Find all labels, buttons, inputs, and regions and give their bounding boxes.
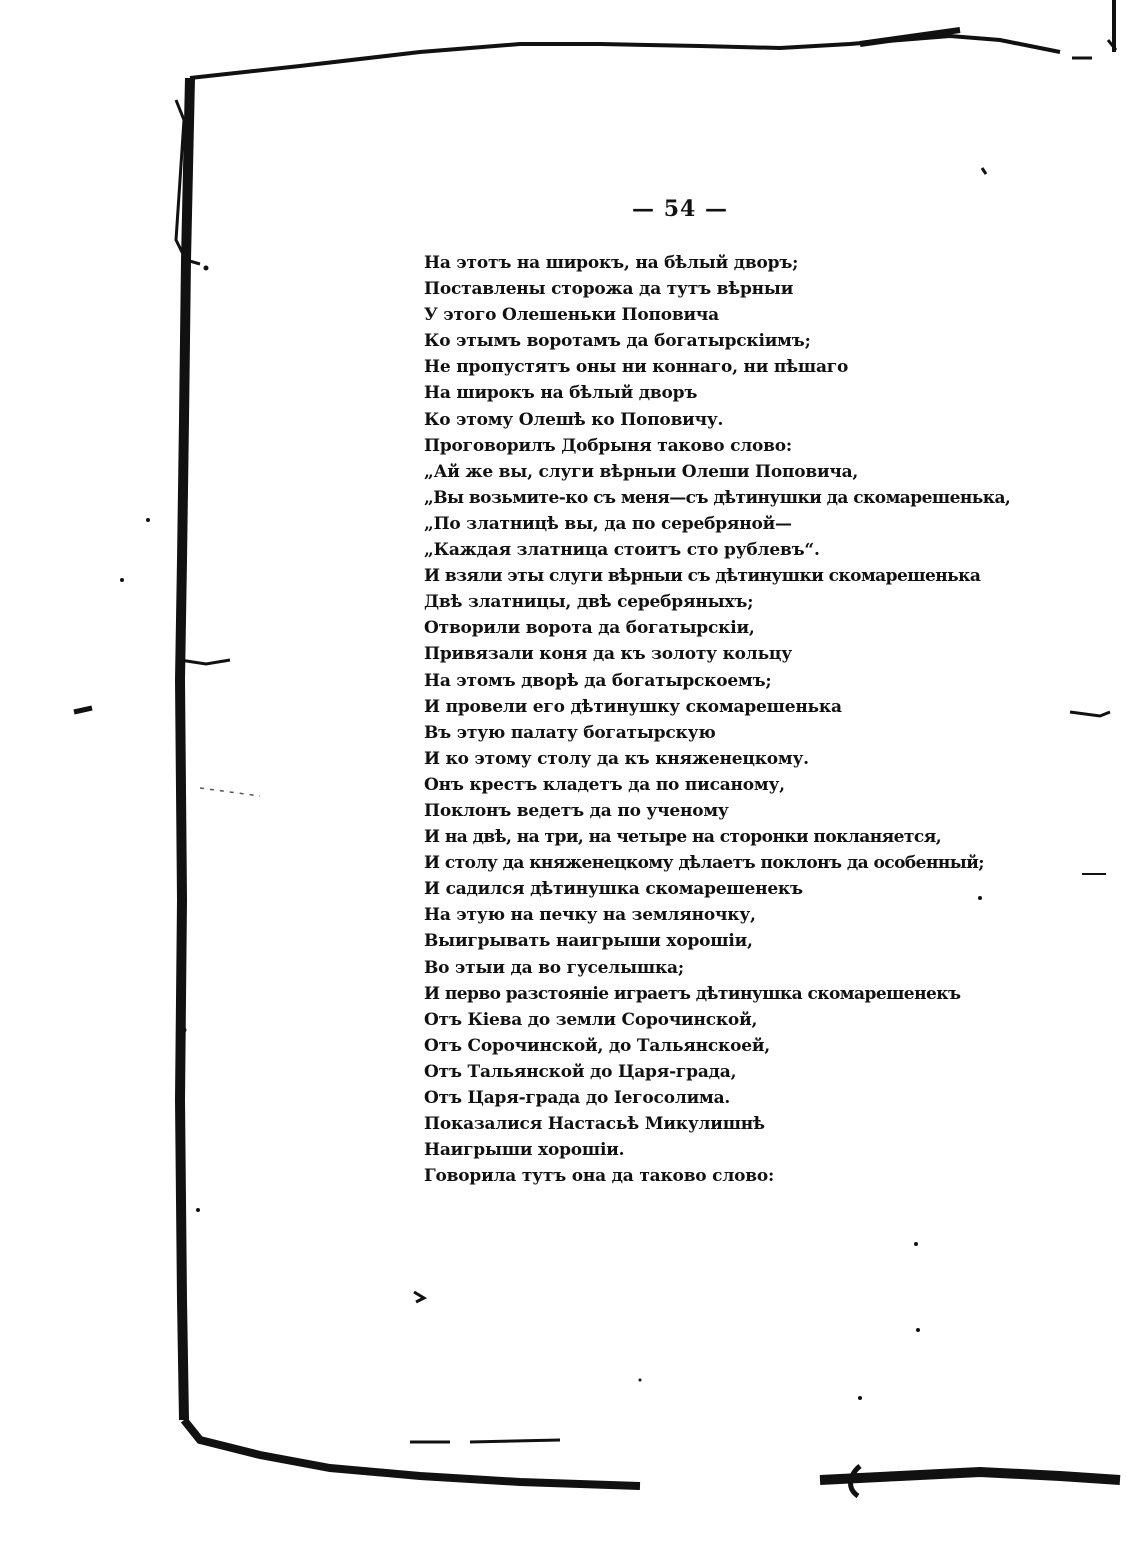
- verse-line: Въ этую палату богатырскую: [424, 722, 716, 743]
- verse-line: „Вы возьмите-ко съ меня—съ дѣтинушки да скомарешенька,: [424, 487, 1011, 508]
- verse-line: На широкъ на бѣлый дворъ: [424, 383, 698, 404]
- verse-line: И ко этому столу да къ княженецкому.: [424, 748, 809, 769]
- verse-line: Выигрывать наигрыши хорошіи,: [424, 931, 753, 952]
- verse-line: На этомъ дворѣ да богатырскоемъ;: [424, 670, 772, 691]
- page-number: — 54 —: [632, 196, 728, 222]
- verse-line: „По златницѣ вы, да по серебряной—: [424, 513, 792, 534]
- verse-line: Отъ Царя-града до Іегосолима.: [424, 1088, 731, 1108]
- verse-line: „Каждая златница стоитъ сто рублевъ“.: [424, 540, 820, 561]
- verse-line: У этого Олешеньки Поповича: [424, 305, 719, 326]
- verse-line: И садился дѣтинушка скомарешенекъ: [424, 879, 803, 900]
- verse-line: И провели его дѣтинушку скомарешенька: [424, 696, 842, 717]
- verse-line: Двѣ златницы, двѣ серебряныхъ;: [424, 592, 754, 613]
- verse-line: Ко этымъ воротамъ да богатырскіимъ;: [424, 331, 811, 352]
- verse-line: Проговорилъ Добрыня таково слово:: [424, 435, 793, 456]
- verse-line: И взяли эты слуги вѣрныи съ дѣтинушки скомарешенька: [424, 566, 981, 587]
- verse-line: Отъ Сорочинской, до Тальянскоей,: [424, 1035, 770, 1056]
- verse-line: Не пропустятъ оны ни коннаго, ни пѣшаго: [424, 357, 849, 378]
- verse-line: Во этыи да во гуселышка;: [424, 957, 684, 978]
- verse-line: „Ай же вы, слуги вѣрныи Олеши Поповича,: [424, 461, 859, 482]
- verse-line: Поклонъ ведетъ да по ученому: [424, 800, 729, 821]
- verse-line: Онъ крестъ кладетъ да по писаному,: [424, 774, 785, 795]
- verse-line: Показалися Настасьѣ Микулишнѣ: [424, 1114, 765, 1135]
- verse-line: На этую на печку на земляночку,: [424, 905, 756, 926]
- verse-line: Говорила тутъ она да таково слово:: [424, 1166, 775, 1187]
- verse-line: Привязали коня да къ золоту кольцу: [424, 644, 792, 665]
- verse-line: Поставлены сторожа да тутъ вѣрныи: [424, 279, 794, 300]
- verse-line: И перво разстояніе играетъ дѣтинушка скомарешенекъ: [424, 983, 961, 1004]
- verse-line: И на двѣ, на три, на четыре на сторонки покланяется,: [424, 827, 942, 848]
- verse-line: Отъ Тальянской до Царя-града,: [424, 1061, 737, 1082]
- verse-text: [424, 250, 1024, 1189]
- verse-line: Ко этому Олешѣ ко Поповичу.: [424, 409, 724, 430]
- verse-line: Отворили ворота да богатырскіи,: [424, 618, 755, 639]
- verse-line: Наигрыши хорошіи.: [424, 1140, 625, 1161]
- verse-line: На этотъ на широкъ, на бѣлый дворъ;: [424, 253, 799, 273]
- verse-line: Отъ Кіева до земли Сорочинской,: [424, 1009, 758, 1030]
- verse-line: И столу да княженецкому дѣлаетъ поклонъ да особенный;: [424, 853, 985, 874]
